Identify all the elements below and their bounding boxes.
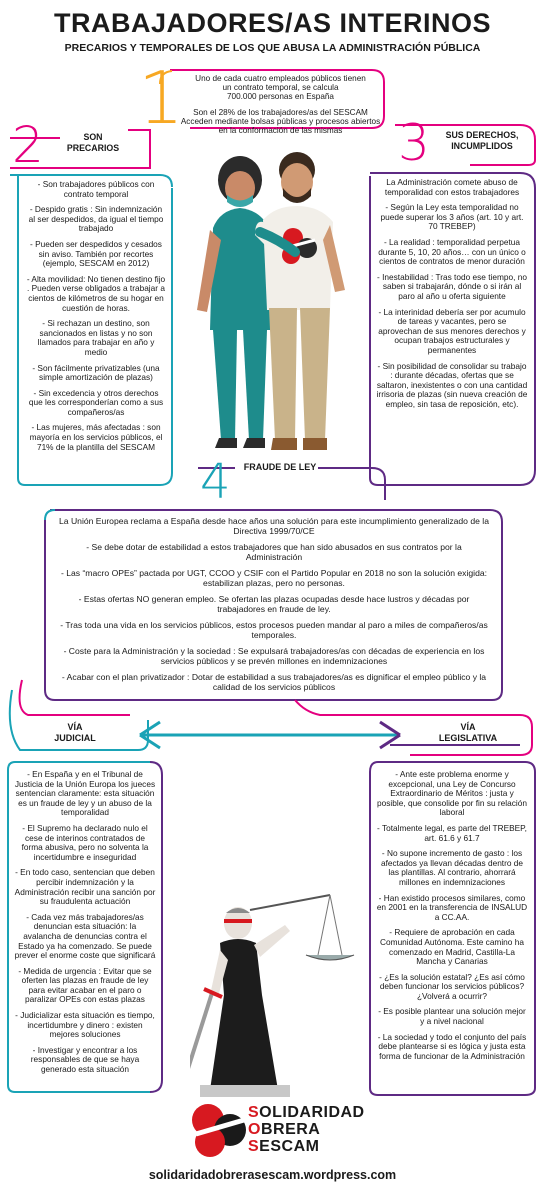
section3-label (432, 130, 532, 152)
logo-initial: O (248, 1121, 261, 1138)
logo-line2 (248, 1121, 365, 1138)
page-title: TRABAJADORES/AS INTERINOS (53, 8, 492, 38)
lady-justice-illustration (190, 885, 370, 1100)
list-item: La Unión Europea reclama a España desde hace años una solución para este incumplimiento generalizado de la Directiva 1999/70/CE (59, 516, 489, 536)
section1-line: Acceden mediante bolsas públicas y procesos abiertos (180, 116, 381, 126)
logo-initial: S (248, 1138, 260, 1155)
list-item: - Requiere de aprobación en cada Comunidad Autónoma. Este camino ha comenzado en Madrid, Castilla-La Mancha y Canarias (380, 927, 524, 967)
section2-label (62, 132, 124, 154)
section4-label: FRAUDE DE LEY (243, 462, 317, 472)
list-item: - Cada vez más trabajadores/as denuncian esta situación: la avalancha de denuncias contra el Estado ya ha comenzado. Se puede prever el enorme coste que significará (14, 911, 156, 961)
section4-list (58, 516, 490, 698)
section3-list (376, 178, 528, 415)
section-number-3: 3 (398, 114, 430, 172)
list-item: - La sociedad y todo el conjunto del país debe plantearse si es lógica y justa esta forma de funcionar de la Administración (377, 1031, 527, 1061)
logo-word: OLIDARIDAD (259, 1104, 365, 1121)
footer-url: solidaridadobrerasescam.wordpress.com (148, 1168, 397, 1182)
section1-text (178, 74, 383, 135)
page-subtitle: PRECARIOS Y TEMPORALES DE LOS QUE ABUSA LA ADMINISTRACIÓN PÚBLICA (64, 42, 481, 54)
list-item: - En España y en el Tribunal de Justicia de la Unión Europa los jueces sentencian claramente: esta situación es un fraude de ley y un abuso de la temporalidad (14, 769, 156, 818)
logo-initial: S (248, 1104, 260, 1121)
list-item: - Se debe dotar de estabilidad a estos trabajadores que han sido abusados en sus contratos por la Administración (86, 542, 462, 562)
via-judicial-list (14, 770, 156, 1081)
list-item: - ¿Es la solución estatal? ¿Es así cómo deben funcionar los servicios públicos? ¿Volverá a ocurrir? (379, 971, 525, 1001)
logo-wordmark (248, 1104, 365, 1155)
list-item: - Sin posibilidad de consolidar su trabajo : durante décadas, ofertas que se saltaron, inexistentes o con una cantidad irrisoria de plazas (sin nueva creación de empleo, sin tasa de reposición, etc). (376, 360, 528, 409)
list-item: - Son trabajadores públicos con contrato temporal (37, 179, 155, 199)
section1-line: Uno de cada cuatro empleados públicos tienen (195, 74, 366, 83)
list-item: - Según la Ley esta temporalidad no puede superar los 3 años (art. 10 y art. 70 TREBEP) (380, 202, 524, 232)
section2-label-line2: PRECARIOS (66, 143, 120, 153)
via-judicial-label-line1: VÍA (67, 722, 83, 732)
logo-line3 (248, 1138, 365, 1155)
list-item: - No supone incremento de gasto : los afectados ya llevan décadas dentro de las plantillas. Al contrario, ahorrará millones en indemnizaciones (380, 848, 524, 887)
list-item: - Acabar con el plan privatizador : Dotar de estabilidad a sus trabajadores/as es dignificar el empleo público y la calidad de los servicios públicos (61, 672, 487, 692)
list-item: - Investigar y encontrar a los responsables de que se haya generado esta situación (30, 1044, 140, 1075)
section2-label-line1: SON (83, 132, 103, 142)
list-item: - Si rechazan un destino, son sancionados en listas y no son llamados para trabajar en año y medio (37, 318, 155, 357)
section2-list (26, 180, 166, 458)
logo-line1 (248, 1104, 365, 1121)
section1-line: un contrato temporal, se calcula (222, 83, 339, 93)
list-item: - Han existido procesos similares, como en 2001 en la transferencia de INSALUD a CC.AA. (376, 892, 528, 922)
list-item: - Ante este problema enorme y excepcional, una Ley de Concurso Extraordinario de Méritos : justa y posible, que consolide por fin su relación laboral (377, 769, 527, 818)
section3-label-line2: INCUMPLIDOS (451, 141, 513, 151)
section1-line: Son el 28% de los trabajadores/as del SESCAM (193, 107, 368, 117)
list-item: - Las “macro OPEs” pactada por UGT, CCOO y CSIF con el Partido Popular en 2018 no son la solución exigida: estabilizan plazas, pero no personas. (60, 568, 488, 588)
list-item: - Pueden ser despedidos y cesados sin aviso. También por recortes (ejemplo, SESCAM en 2012) (30, 238, 162, 269)
list-item: - Inestabilidad : Tras todo ese tiempo, no saben si trabajarán, dónde o si irán al paro al año u oferta siguiente (377, 271, 527, 301)
list-item: - Judicializar esta situación es tiempo, incertidumbre y dinero : existen mejores soluciones (15, 1010, 155, 1040)
workers-illustration (185, 140, 360, 460)
list-item: - Sin excedencia y otros derechos que les corresponderían como a sus compañeros/as (28, 387, 164, 417)
logo-word: ESCAM (259, 1138, 320, 1155)
list-item: - La interinidad debería ser por acumulo de tareas y vacantes, pero se aprovechan de sus menores derechos y ocupan trabajos estructurales y permanentes (378, 306, 526, 355)
solidaridad-obrera-logo-icon (188, 1100, 250, 1160)
list-item: - Coste para la Administración y la sociedad : Se expulsará trabajadores/as con décadas de experiencia en los servicios públicos y se prevén millones en indemnizaciones (63, 646, 485, 666)
section1-line: en la conformación de las mismas (218, 126, 343, 136)
list-item: - Tras toda una vida en los servicios públicos, estos procesos pueden mandar al paro a miles de compañeros/as temporales. (60, 620, 488, 640)
list-item: - Las mujeres, más afectadas : son mayoría en los servicios públicos, el 71% de la plantilla del SESCAM (29, 422, 163, 452)
section1-line: 700.000 personas en España (227, 92, 334, 102)
logo-word: BRERA (260, 1121, 321, 1138)
via-legislativa-list (376, 770, 528, 1067)
list-item: - La realidad : temporalidad perpetua durante 5, 10, 20 años… con un único o cientos de contratos de menor duración (378, 236, 526, 267)
section-number-1: 1 (138, 56, 184, 140)
section-number-4: 4 (200, 454, 231, 510)
list-item: - Es posible plantear una solución mejor y a nivel nacional (378, 1006, 526, 1027)
section-number-2: 2 (12, 116, 44, 174)
via-legislativa-label-line1: VÍA (460, 722, 476, 732)
via-judicial-label-line2: JUDICIAL (54, 733, 96, 743)
via-judicial-label (30, 722, 120, 744)
list-item: - Estas ofertas NO generan empleo. Se ofertan las plazas ocupadas desde hace lustros y décadas por trabajadores en fraude de ley. (78, 594, 470, 614)
list-item: - Son fácilmente privatizables (una simple amortización de plazas) (32, 362, 160, 383)
list-item: - Medida de urgencia : Evitar que se oferten las plazas en fraude de ley para evitar acabar en el paro o paralizar OPEs con estas plazas (18, 965, 152, 1005)
section3-label-line1: SUS DERECHOS, (445, 130, 519, 140)
double-arrow-icon (140, 722, 400, 748)
list-item: - Totalmente legal, es parte del TREBEP, art. 61.6 y 61.7 (377, 822, 527, 843)
list-item: - Despido gratis : Sin indemnización al ser despedidos, da igual el tiempo trabajado (28, 204, 164, 234)
list-item: - Alta movilidad: No tienen destino fijo . Pueden verse obligados a trabajar a cientos de kilómetros de su hogar en cuestión de horas. (26, 273, 166, 313)
list-item: - En todo caso, sentencian que deben percibir indemnización y la Administración recibir una sanción por su fraudulenta actuación (14, 867, 156, 907)
via-legislativa-label-line2: LEGISLATIVA (438, 733, 498, 743)
list-item: La Administración comete abuso de temporalidad con estos trabajadores (384, 177, 520, 197)
list-item: - El Supremo ha declarado nulo el cese de interinos contratados de forma abusiva, pero no solventa la incertidumbre e inseguridad (21, 822, 149, 862)
via-legislativa-label (418, 722, 518, 744)
